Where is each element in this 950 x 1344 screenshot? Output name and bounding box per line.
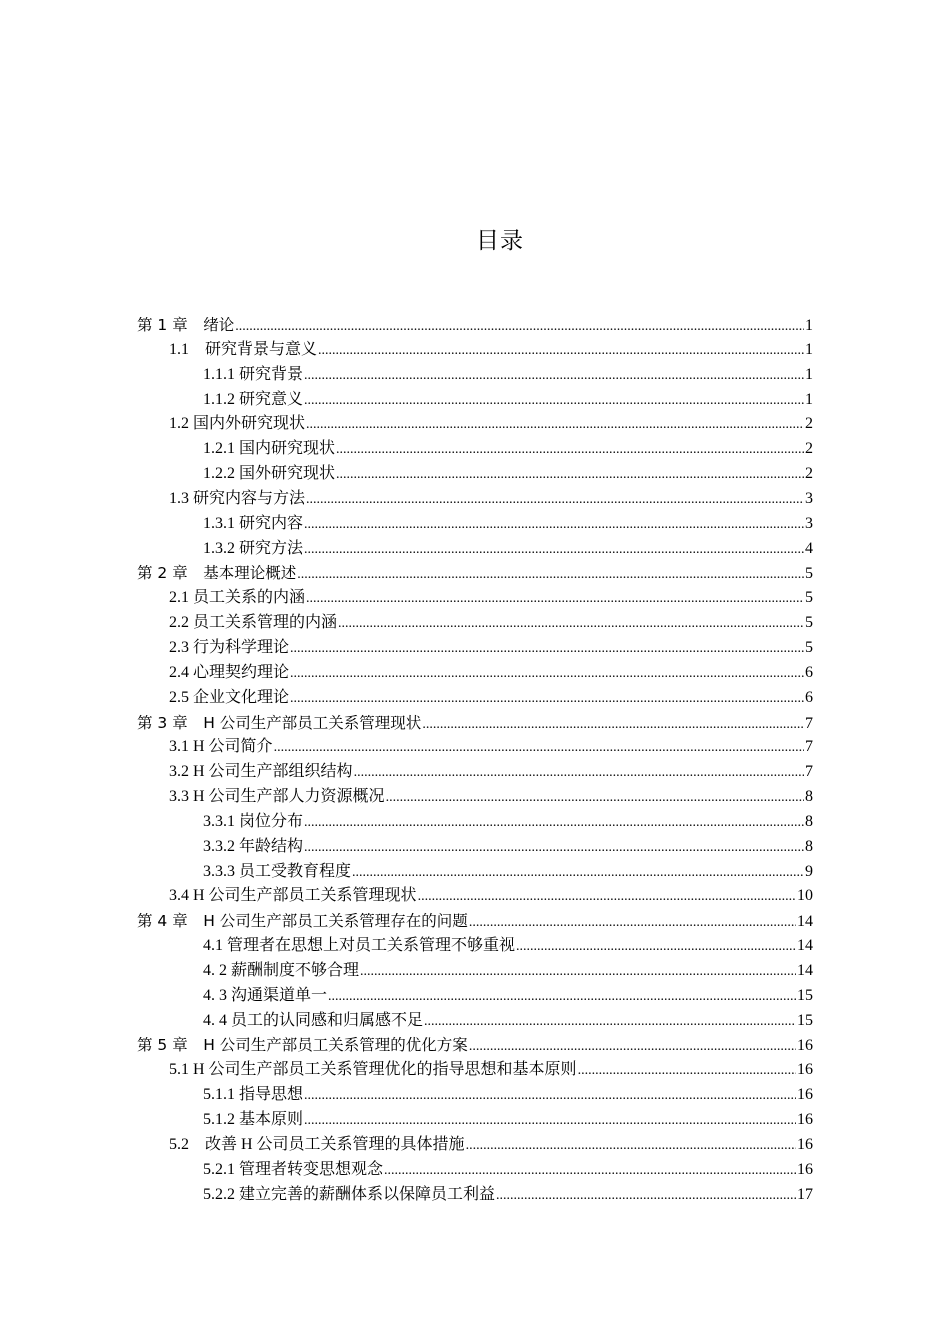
toc-entry-title: 第 3 章 H 公司生产部员工关系管理现状 xyxy=(137,713,422,732)
toc-entry-title: 3.3.1 岗位分布 xyxy=(203,812,304,830)
toc-entry[interactable] xyxy=(137,437,813,462)
toc-page-number: 2 xyxy=(805,440,813,458)
toc-dot-leader xyxy=(235,315,804,340)
toc-entry-title: 第 1 章 绪论 xyxy=(137,316,235,334)
toc-page-number: 3 xyxy=(805,514,813,532)
toc-entry-title: 1.3.1 研究内容 xyxy=(203,514,304,532)
toc-dot-leader xyxy=(318,339,804,364)
toc-entry[interactable] xyxy=(137,884,813,909)
toc-entry[interactable] xyxy=(137,1158,813,1183)
toc-entry-title: 4.1 管理者在思想上对员工关系管理不够重视 xyxy=(203,937,516,955)
toc-dot-leader xyxy=(336,463,804,488)
toc-entry-title: 1.3.2 研究方法 xyxy=(203,539,304,557)
toc-dot-leader xyxy=(516,935,796,960)
toc-page-number: 1 xyxy=(805,390,813,408)
toc-entry-title: 1.1 研究背景与意义 xyxy=(169,340,318,358)
toc-page-number: 8 xyxy=(805,812,813,830)
toc-entry[interactable] xyxy=(137,760,813,785)
toc-entry[interactable] xyxy=(137,586,813,611)
toc-entry[interactable] xyxy=(137,835,813,860)
toc-page-number: 6 xyxy=(805,663,813,681)
toc-page-number: 1 xyxy=(805,317,813,334)
toc-dot-leader xyxy=(304,811,804,836)
toc-entry[interactable] xyxy=(137,412,813,437)
toc-dot-leader xyxy=(290,662,804,687)
toc-page-number: 7 xyxy=(805,714,813,732)
toc-dot-leader xyxy=(274,736,804,761)
toc-page-number: 16 xyxy=(797,1086,813,1104)
toc-dot-leader xyxy=(384,1159,796,1184)
toc-entry[interactable] xyxy=(137,1108,813,1133)
toc-entry-title: 1.2.1 国内研究现状 xyxy=(203,440,336,458)
toc-entry-title: 2.1 员工关系的内涵 xyxy=(169,589,306,607)
toc-entry-title: 5.1 H 公司生产部员工关系管理优化的指导思想和基本原则 xyxy=(169,1061,577,1079)
toc-page-number: 14 xyxy=(797,961,813,979)
toc-page-number: 5 xyxy=(805,589,813,607)
toc-entry[interactable] xyxy=(137,1033,813,1058)
toc-page-number: 16 xyxy=(797,1111,813,1128)
toc-dot-leader xyxy=(306,488,804,513)
toc-entry-title: 第 5 章 H 公司生产部员工关系管理的优化方案 xyxy=(137,1036,468,1055)
toc-dot-leader xyxy=(469,1035,796,1060)
toc-dot-leader xyxy=(304,538,804,563)
toc-entry[interactable] xyxy=(137,860,813,885)
toc-dot-leader xyxy=(338,612,804,637)
toc-entry-title: 3.3.2 年龄结构 xyxy=(203,837,304,855)
toc-dot-leader xyxy=(422,713,804,738)
toc-page-number: 10 xyxy=(797,887,813,905)
toc-dot-leader xyxy=(360,960,796,985)
toc-dot-leader xyxy=(306,587,804,612)
toc-entry[interactable] xyxy=(137,1133,813,1158)
toc-title: 目录 xyxy=(476,228,524,254)
toc-entry-title: 3.1 H 公司简介 xyxy=(169,738,273,756)
toc-entry[interactable] xyxy=(137,959,813,984)
toc-page-number: 4 xyxy=(805,539,813,557)
toc-entry-title: 5.2 改善 H 公司员工关系管理的具体措施 xyxy=(169,1135,465,1153)
toc-entry-title: 3.2 H 公司生产部组织结构 xyxy=(169,763,353,781)
toc-dot-leader xyxy=(578,1059,796,1084)
toc-entry[interactable] xyxy=(137,561,813,586)
toc-entry[interactable] xyxy=(137,1058,813,1083)
toc-entry-title: 第 4 章 H 公司生产部员工关系管理存在的问题 xyxy=(137,912,468,931)
toc-entry[interactable] xyxy=(137,462,813,487)
toc-page-number: 5 xyxy=(805,614,813,632)
toc-entry-title: 第 2 章 基本理论概述 xyxy=(137,564,297,583)
toc-entry[interactable] xyxy=(137,735,813,760)
toc-dot-leader xyxy=(290,687,804,712)
toc-dot-leader xyxy=(304,836,804,861)
toc-entry[interactable] xyxy=(137,984,813,1009)
toc-dot-leader xyxy=(469,911,796,936)
toc-entry[interactable] xyxy=(137,388,813,413)
toc-entry-title: 2.3 行为科学理论 xyxy=(169,638,290,656)
toc-dot-leader xyxy=(297,563,804,588)
toc-entry[interactable] xyxy=(137,810,813,835)
toc-page-number: 2 xyxy=(805,465,813,483)
toc-entry-title: 5.1.2 基本原则 xyxy=(203,1111,304,1128)
toc-page-number: 15 xyxy=(797,1011,813,1029)
toc-entry[interactable] xyxy=(137,1183,813,1208)
toc-entry[interactable] xyxy=(137,636,813,661)
toc-entry[interactable] xyxy=(137,537,813,562)
toc-dot-leader xyxy=(306,413,804,438)
toc-dot-leader xyxy=(424,1010,796,1035)
toc-entry[interactable] xyxy=(137,1009,813,1034)
toc-entry[interactable] xyxy=(137,338,813,363)
toc-entry-title: 3.4 H 公司生产部员工关系管理现状 xyxy=(169,887,417,905)
toc-page-number: 1 xyxy=(805,340,813,358)
toc-entry-title: 4. 4 员工的认同感和归属感不足 xyxy=(203,1011,424,1029)
toc-entry-title: 2.2 员工关系管理的内涵 xyxy=(169,614,338,632)
toc-page-number: 14 xyxy=(797,913,813,931)
toc-page-number: 8 xyxy=(805,788,813,806)
toc-entry-title: 1.1.1 研究背景 xyxy=(203,365,304,383)
toc-page-number: 7 xyxy=(805,738,813,756)
toc-page-number: 7 xyxy=(805,763,813,781)
toc-entry[interactable] xyxy=(137,1083,813,1108)
toc-entry[interactable] xyxy=(137,487,813,512)
toc-page-number: 16 xyxy=(797,1135,813,1153)
toc-page-number: 16 xyxy=(797,1037,813,1055)
toc-dot-leader xyxy=(290,637,804,662)
toc-entry-title: 1.2.2 国外研究现状 xyxy=(203,465,336,483)
toc-page-number: 17 xyxy=(797,1185,813,1203)
toc-dot-leader xyxy=(352,861,804,886)
toc-entry-title: 5.2.2 建立完善的薪酬体系以保障员工利益 xyxy=(203,1185,496,1203)
toc-entry-title: 3.3.3 员工受教育程度 xyxy=(203,862,352,880)
toc-entry-title: 1.2 国内外研究现状 xyxy=(169,415,306,433)
toc-dot-leader xyxy=(354,761,804,786)
toc-dot-leader xyxy=(466,1134,796,1159)
toc-page-number: 16 xyxy=(797,1160,813,1178)
toc-entry[interactable] xyxy=(137,909,813,934)
toc-page-number: 9 xyxy=(805,862,813,880)
toc-page-number: 3 xyxy=(805,489,813,507)
toc-dot-leader xyxy=(304,389,804,414)
table-of-contents xyxy=(137,313,813,1207)
toc-entry[interactable] xyxy=(137,686,813,711)
toc-page-number: 5 xyxy=(805,638,813,656)
toc-entry-title: 2.5 企业文化理论 xyxy=(169,688,290,706)
toc-page-number: 14 xyxy=(797,937,813,955)
toc-entry-title: 3.3 H 公司生产部人力资源概况 xyxy=(169,788,385,806)
toc-entry[interactable] xyxy=(137,785,813,810)
toc-entry-title: 5.1.1 指导思想 xyxy=(203,1086,304,1104)
toc-dot-leader xyxy=(304,1084,796,1109)
toc-dot-leader xyxy=(328,985,796,1010)
toc-entry-title: 1.3 研究内容与方法 xyxy=(169,489,306,507)
toc-entry-title: 1.1.2 研究意义 xyxy=(203,390,304,408)
toc-page-number: 6 xyxy=(805,688,813,706)
toc-dot-leader xyxy=(418,885,796,910)
toc-entry-title: 4. 2 薪酬制度不够合理 xyxy=(203,961,360,979)
toc-page-number: 5 xyxy=(805,565,813,583)
toc-entry[interactable] xyxy=(137,711,813,736)
toc-page-number: 15 xyxy=(797,986,813,1004)
toc-entry[interactable] xyxy=(137,934,813,959)
toc-page-number: 1 xyxy=(805,365,813,383)
toc-page-number: 2 xyxy=(805,415,813,433)
toc-entry-title: 5.2.1 管理者转变思想观念 xyxy=(203,1160,384,1178)
toc-dot-leader xyxy=(496,1184,796,1209)
toc-entry[interactable] xyxy=(137,512,813,537)
toc-entry[interactable] xyxy=(137,363,813,388)
toc-page-number: 8 xyxy=(805,837,813,855)
toc-entry[interactable] xyxy=(137,661,813,686)
toc-entry-title: 4. 3 沟通渠道单一 xyxy=(203,986,328,1004)
toc-dot-leader xyxy=(386,786,804,811)
toc-entry[interactable] xyxy=(137,313,813,338)
toc-entry-title: 2.4 心理契约理论 xyxy=(169,663,290,681)
toc-dot-leader xyxy=(336,438,804,463)
toc-dot-leader xyxy=(304,364,804,389)
toc-dot-leader xyxy=(304,1109,796,1134)
toc-page-number: 16 xyxy=(797,1061,813,1079)
toc-entry[interactable] xyxy=(137,611,813,636)
toc-dot-leader xyxy=(304,513,804,538)
